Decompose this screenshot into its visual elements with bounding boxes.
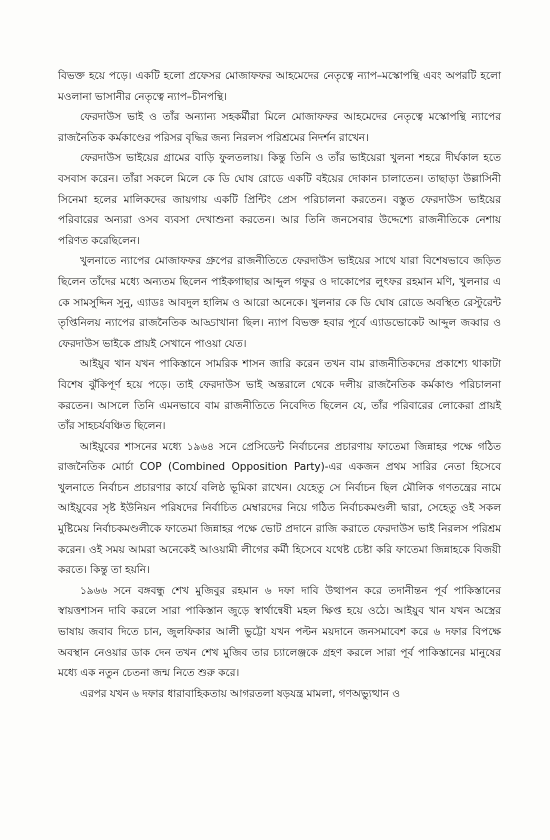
paragraph-5: আইয়ুব খান যখন পাকিস্তানে সামরিক শাসন জারি করেন তখন বাম রাজনীতিকদের প্রকাশ্যে থাকাটা বিশেষ ঝুঁকিপূর্ণ হয়ে পড়ে। তাই ফেরদাউস ভাই অন্তরালে থেকে দলীয় রাজনৈতিক কর্মকাণ্ড পরিচালনা করতেন। আসলে তিনি এমনভাবে বাম রাজনীতিতে নিবেদিত ছিলেন যে, তাঁর পরিবারের লোকেরা প্রায়ই তাঁর সাহচর্যবঞ্চিত ছিলেন। bbox=[58, 358, 501, 433]
paragraph-8: এরপর যখন ৬ দফার ধারাবাহিকতায় আগরতলা ষড়যন্ত্র মামলা, গণঅভ্যুত্থান ও bbox=[80, 687, 401, 700]
paragraph-7: ১৯৬৬ সনে বঙ্গবন্ধু শেখ মুজিবুর রহমান ৬ দফা দাবি উত্থাপন করে তদানীন্তন পূর্ব পাকিস্তানের স্বায়ত্তশাসন দাবি করলে সারা পাকিস্তান জুড়ে স্বার্থান্বেষী মহল ক্ষিপ্ত হয়ে ওঠে। আইয়ুব খান যখন অস্ত্রের ভাষায় জবাব দিতে চান, জুলফিকার আলী ভুট্টো যখন পল্টন ময়দানে জনসমাবেশ করে ৬ দফার বিপক্ষে অবস্থান নেওয়ার ডাক দেন তখন শেখ মুজিব তার চ্যালেঞ্জকে গ্রহণ করলে সারা পূর্ব পাকিস্তানের মানুষের মধ্যে এক নতুন চেতনা জন্ম নিতে শুরু করে। bbox=[58, 584, 501, 680]
paragraph-4: খুলনাতে ন্যাপের মোজাফফর গ্রুপের রাজনীতিতে ফেরদাউস ভাইয়ের সাথে যারা বিশেষভাবে জড়িত ছিলেন তাঁদের মধ্যে অন্যতম ছিলেন পাইকগাছার আব্দুল গফুর ও দাকোপের লুৎফর রহমান মণি, খুলনার এ কে সামসুদ্দিন সুনু, এ্যাডঃ আবদুল হালিম ও আরো অনেকে। খুলনার কে ডি ঘোষ রোডে অবস্থিত রেস্টুরেন্ট তৃপ্তিনিলয় ন্যাপের রাজনৈতিক আড্ডাখানা ছিল। ন্যাপ বিভক্ত হবার পূর্বে এ্যাডভোকেট আব্দুল জব্বার ও ফেরদাউস ভাইকে প্রায়ই সেখানে পাওয়া যেত। bbox=[58, 255, 501, 350]
paragraph-3: ফেরদাউস ভাইয়ের গ্রামের বাড়ি ফুলতলায়। কিন্তু তিনি ও তাঁর ভাইয়েরা খুলনা শহরে দীর্ঘকাল হতে বসবাস করেন। তাঁরা সকলে মিলে কে ডি ঘোষ রোডে একটি বইয়ের দোকান চালাতেন। তাছাড়া উল্লাসিনী সিনেমা হলের মালিকদের জায়গায় একটি প্রিন্টিং প্রেস পরিচালনা করতেন। বস্তুত ফেরদাউস ভাইয়ের পরিবারের অন্যরা ওসব ব্যবসা দেখাশুনা করতেন। আর তিনি জনসেবার উদ্দেশ্যে রাজনীতিকে নেশায় পরিণত করেছিলেন। bbox=[58, 152, 501, 247]
paragraph-1: বিভক্ত হয়ে পড়ে। একটি হলো প্রফেসর মোজাফফর আহমেদের নেতৃত্বে ন্যাপ–মস্কোপন্থি এবং অপরটি হলো মওলানা ভাসানীর নেতৃত্বে ন্যাপ–চীনপন্থি। bbox=[58, 70, 501, 103]
paragraph-6: আইয়ুবের শাসনের মধ্যে ১৯৬৪ সনে প্রেসিডেন্ট নির্বাচনের প্রচারণায় ফাতেমা জিন্নাহর পক্ষে গঠিত রাজনৈতিক মোর্চা COP (Combined Opposition Party)-এর একজন প্রথম সারির নেতা হিসেবে খুলনাতে নির্বাচন প্রচারণার কার্যে বলিষ্ঠ ভূমিকা রাখেন। যেহেতু সে নির্বাচন ছিল মৌলিক গণতন্ত্রের নামে আইয়ুবের সৃষ্ট ইউনিয়ন পরিষদের নির্বাচিত মেম্বারদের নিয়ে গঠিত নির্বাচকমণ্ডলী দ্বারা, সেহেতু ওই সকল মুষ্টিমেয় নির্বাচকমণ্ডলীকে ফাতেমা জিন্নাহর পক্ষে ভোট প্রদানে রাজি করাতে ফেরদাউস ভাই নিরলস পরিশ্রম করেন। ওই সময় আমরা অনেকেই আওয়ামী লীগের কর্মী হিসেবে যথেষ্ট চেষ্টা করি ফাতেমা জিন্নাহকে বিজয়ী করতে। কিন্তু তা হয়নি। bbox=[58, 440, 501, 577]
paragraph-2: ফেরদাউস ভাই ও তাঁর অন্যান্য সহকর্মীরা মিলে মোজাফফর আহমেদের নেতৃত্বে মস্কোপন্থি ন্যাপের রাজনৈতিক কর্মকাণ্ডের পরিসর বৃদ্ধির জন্য নিরলস পরিশ্রমের নিদর্শন রাখেন। bbox=[58, 111, 501, 144]
